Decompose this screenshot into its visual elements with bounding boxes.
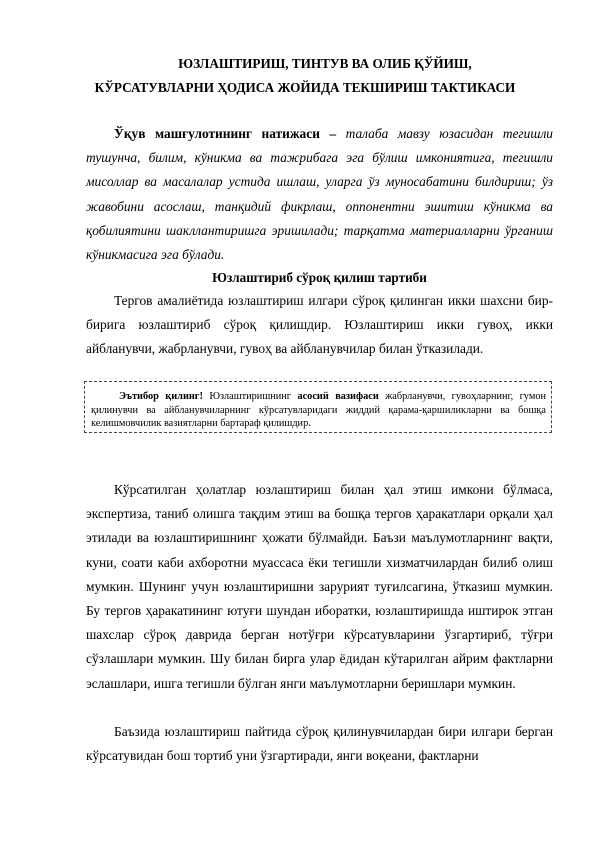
intro-paragraph: Тергов амалиётида юзлаштириш илгари сўроқ қилинган икки шахсни бир-бирига юзлаштириб сўроқ қилишдир. Юзлаштириш икки гувоҳ, икки айбланувчи, жабрланувчи, гувоҳ ва айбланувчилар билан ўтказилади. [86,293,553,357]
learning-outcome-lead: Ўқув машғулотининг натижаси – [114,126,337,141]
section-heading: Юзлаштириб сўроқ қилиш тартиби [212,270,427,285]
attention-note-text [91,390,546,431]
learning-outcome-text: талаба мавзу юзасидан тегишли тушунча, билим, кўникма ва тажрибага эга бўлиш имкониятига, тегишли мисоллар ва масалалар устида ишлаш, уларга ўз муносабатини билдириш; ўз жавобини асослаш, танқидий фикрлаш, оппонентни эшитиш кўникма ва қобилиятини шакллантиришга эришилади; тарқатма материалларни ўрганиш кўникмасига эга бўлади. [86,126,553,263]
body-paragraph-1: Кўрсатилган ҳолатлар юзлаштириш билан ҳал этиш имкони бўлмаса, экспертиза, таниб олишга тақдим этиш ва бошқа тергов ҳаракатлари орқали ҳал этилади ва юзлаштиришнинг ҳожати бўлмайди. Баъзи маълумотларнинг вақти, куни, соати каби ахборотни муассаса ёки тегишли хизматчилардан билиб олиш мумкин. Шунинг учун юзлаштиришни зарурият туғилсагина, ўтказиш мумкин. Бу тергов ҳаракатининг ютуғи шундан иборатки, юзлаштиришда иштирок этган шахслар сўроқ даврида берган нотўғри кўрсатувларини ўзгартириб, тўғри сўзлашлари мумкин. Шу билан бирга улар ёдидан кўтарилган айрим фактларни эслашлари, ишга тегишли бўлган янги маълумотларни беришлари мумкин. [86,482,553,691]
note-key-term: асосий вазифаси [297,391,379,402]
attention-note-box [84,381,552,433]
body-paragraph-2: Баъзида юзлаштириш пайтида сўроқ қилинувчилардан бири илгари берган кўрсатувидан бош тортиб уни ўзгартиради, янги воқеани, фактларни [86,724,553,764]
note-text-part-2: жабрланувчи, гувоҳларнинг, гумон қилинувчи ва айбланувчиларнинг кўрсатувларидаги жиддий қарама-қаршиликларни ва бошқа келишмовчилик вазиятларни бартараф қилишдир. [91,391,546,430]
document-title-line-2: КЎРСАТУВЛАРНИ ҲОДИСА ЖОЙИДА ТЕКШИРИШ ТАКТИКАСИ [94,80,516,95]
note-text-part-1: Юзлаштиришнинг [202,391,298,402]
document-title-line-1: ЮЗЛАШТИРИШ, ТИНТУВ ВА ОЛИБ ҚЎЙИШ, [178,56,472,71]
learning-outcome-paragraph [86,122,553,267]
attention-label: Эътибор қилинг! [119,391,203,402]
